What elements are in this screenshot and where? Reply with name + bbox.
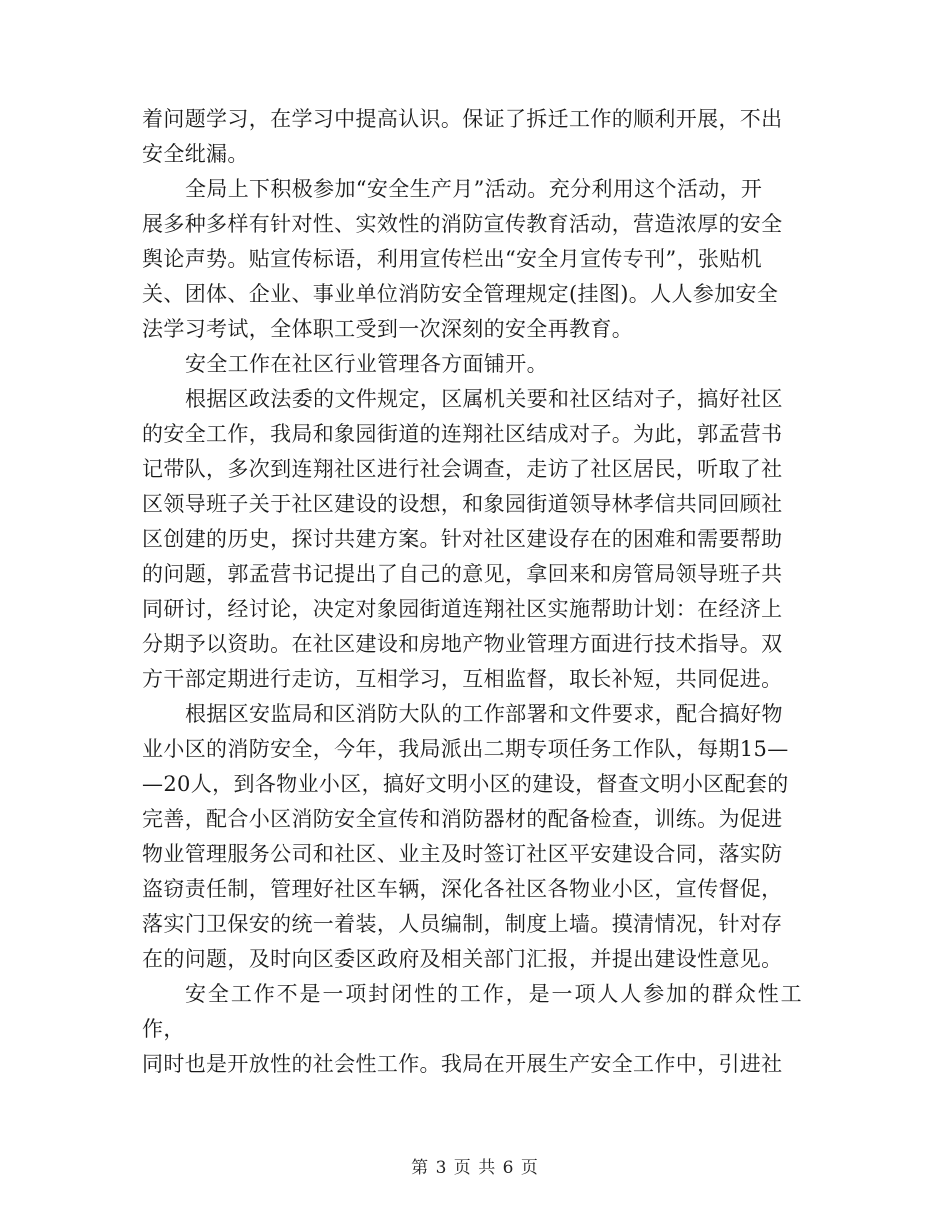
paragraph-1: 着问题学习，在学习中提高认识。保证了拆迁工作的顺利开展，不出 安全纰漏。 bbox=[142, 107, 783, 166]
paragraph-6: 安全工作不是一项封闭性的工作，是一项人人参加的群众性工作， 同时也是开放性的社会性工作。我局在开展生产安全工作中，引进社 bbox=[142, 982, 802, 1076]
paragraph-3: 安全工作在社区行业管理各方面铺开。 bbox=[185, 352, 548, 376]
document-body bbox=[142, 102, 802, 1082]
paragraph-5: 根据区安监局和区消防大队的工作部署和文件要求，配合搞好物 业小区的消防安全，今年，我局派出二期专项任务工作队，每期15— —20人，到各物业小区，搞好文明小区的建设，督查文明小区配套的 完善，配合小区消防安全宣传和消防器材的配备检查，训练。为促进 物业管理服务公司和社区、业主及时签订社区平安建设合同，落实防 盗窃责任制，管理好社区车辆，深化各社区各物业小区，宣传督促， 落实门卫保安的统一着装，人员编制，制度上墙。摸清情况，针对存 在的问题，及时向区委区政府及相关部门汇报，并提出建设性意见。 bbox=[142, 702, 789, 971]
paragraph-4: 根据区政法委的文件规定，区属机关要和社区结对子，搞好社区 的安全工作，我局和象园街道的连翔社区结成对子。为此，郭孟营书 记带队，多次到连翔社区进行社会调查，走访了社区居民，听取了社 区领导班子关于社区建设的设想，和象园街道领导林孝信共同回顾社 区创建的历史，探讨共建方案。针对社区建设存在的困难和需要帮助 的问题，郭孟营书记提出了自己的意见，拿回来和房管局领导班子共 同研讨，经讨论，决定对象园街道连翔社区实施帮助计划：在经济上 分期予以资助。在社区建设和房地产物业管理方面进行技术指导。双 方干部定期进行走访，互相学习，互相监督，取长补短，共同促进。 bbox=[142, 387, 783, 691]
paragraph-2: 全局上下积极参加“安全生产月”活动。充分利用这个活动，开 展多种多样有针对性、实效性的消防宣传教育活动，营造浓厚的安全 舆论声势。贴宣传标语，利用宣传栏出“安全月宣传专刊”，张贴机 关、团体、企业、事业单位消防安全管理规定(挂图)。人人参加安全 法学习考试，全体职工受到一次深刻的安全再教育。 bbox=[142, 177, 783, 341]
page-number-footer: 第 3 页 共 6 页 bbox=[411, 1158, 539, 1178]
